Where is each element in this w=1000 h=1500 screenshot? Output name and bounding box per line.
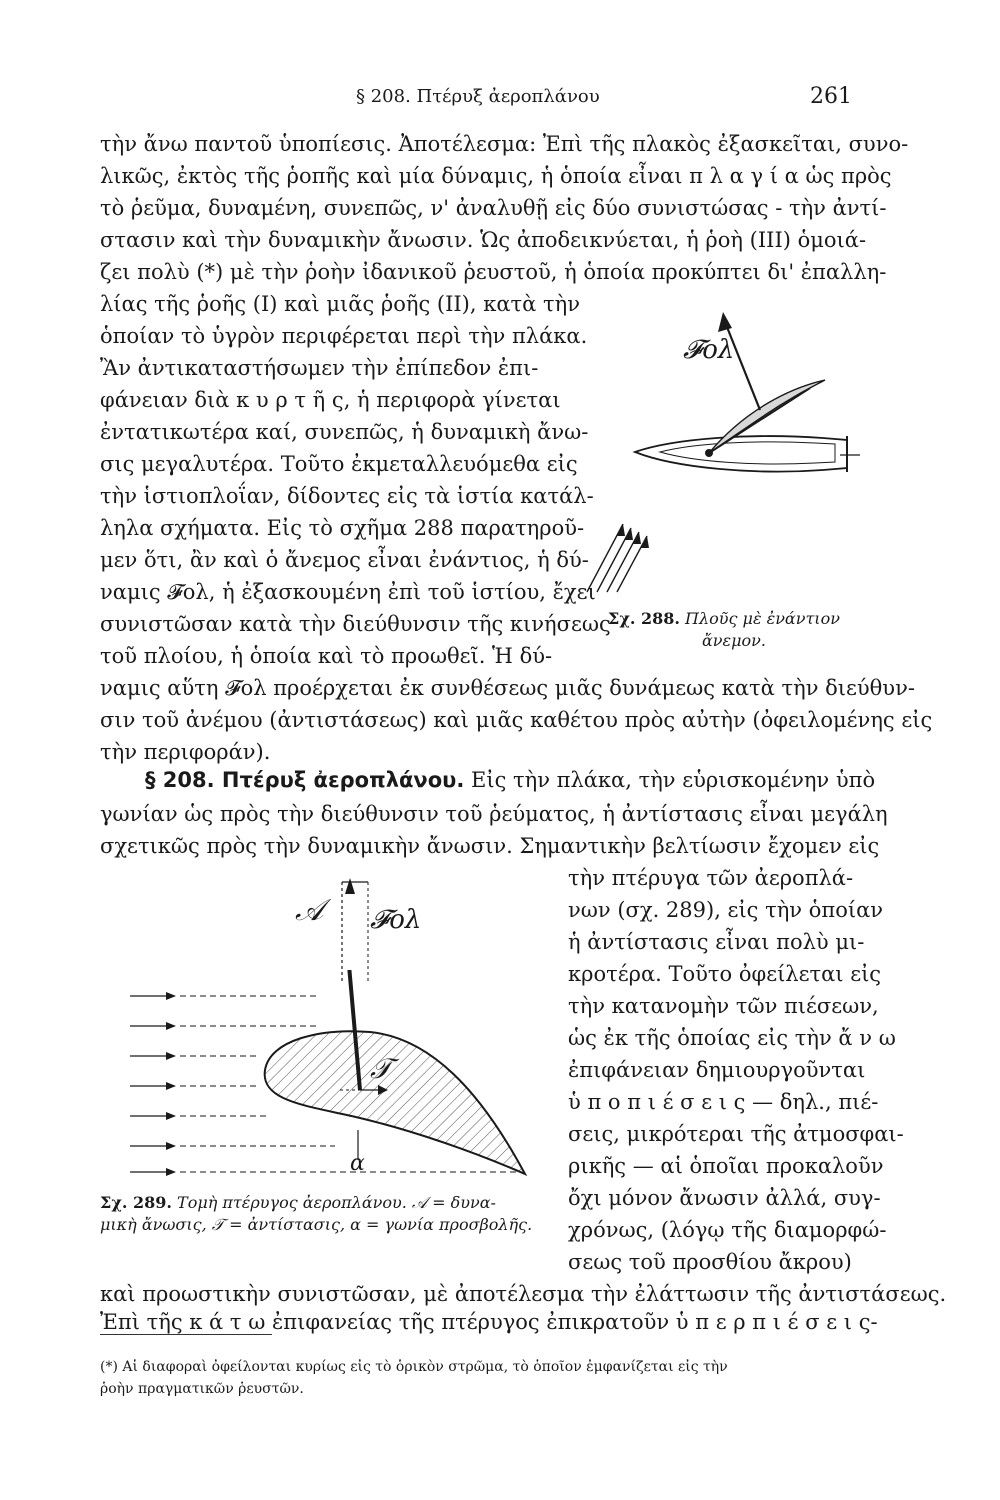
text-line: ναμις αὕτη 𝓕ολ προέρχεται ἐκ συνθέσεως μιᾶς δυνάμεως κατὰ τὴν διεύθυν- xyxy=(100,676,915,700)
text-line: ἐντατικωτέρα καί, συνεπῶς, ἡ δυναμικὴ ἄνω- xyxy=(100,420,589,444)
text-line: τὴν πτέρυγα τῶν ἀεροπλά- xyxy=(568,866,854,890)
force-label: 𝓕ολ xyxy=(683,335,735,365)
text-line: μεν ὅτι, ἂν καὶ ὁ ἄνεμος εἶναι ἐνάντιος, ἡ δύ- xyxy=(100,548,589,572)
text-line: σιν τοῦ ἀνέμου (ἀντιστάσεως) καὶ μιᾶς καθέτου πρὸς αὐτὴν (ὀφειλομένης εἰς xyxy=(100,708,933,732)
text-line: Ἐπὶ τῆς κ ά τ ω ἐπιφανείας τῆς πτέρυγος ἐπικρατοῦν ὑ π ε ρ π ι έ σ ε ι ς- xyxy=(100,1310,878,1334)
text-line: ζει πολὺ (*) μὲ τὴν ῥοὴν ἰδανικοῦ ῥευστοῦ, ἡ ὁποία προκύπτει δι' ἐπαλλη- xyxy=(100,260,887,284)
airflow-arrows xyxy=(130,996,170,1172)
figure-288-caption-line2: ἄνεμον. xyxy=(702,631,766,650)
text-line: χρόνως, (λόγῳ τῆς διαμορφώ- xyxy=(568,1218,887,1242)
text-line: ληλα σχήματα. Εἰς τὸ σχῆμα 288 παρατηροῦ- xyxy=(100,516,585,540)
footnote-line: (*) Αἱ διαφοραὶ ὀφείλονται κυρίως εἰς τὸ ὁρικὸν στρῶμα, τὸ ὁποῖον ἐμφανίζεται εἰς τὴν xyxy=(100,1359,728,1375)
text-line: κροτέρα. Τοῦτο ὀφείλεται εἰς xyxy=(568,962,882,986)
figure-288-sailboat xyxy=(585,300,885,615)
text-line: τὴν ἱστιοπλοΐαν, δίδοντες εἰς τὰ ἱστία κατάλ- xyxy=(100,484,594,508)
text-line: ναμις 𝓕ολ, ἡ ἐξασκουμένη ἐπὶ τοῦ ἱστίου, ἔχει xyxy=(100,580,596,604)
text-line: λικῶς, ἐκτὸς τῆς ῥοπῆς καὶ μία δύναμις, ἡ ὁποία εἶναι π λ α γ ί α ὡς πρὸς xyxy=(100,164,892,188)
running-header xyxy=(0,84,1000,114)
text-line: ἐπιφάνειαν δημιουργοῦνται xyxy=(568,1058,866,1082)
text-line: λίας τῆς ῥοῆς (I) καὶ μιᾶς ῥοῆς (II), κατὰ τὴν xyxy=(100,292,580,316)
drag-label: 𝒯 xyxy=(370,1052,392,1085)
lift-label: 𝒜 xyxy=(295,893,324,928)
footnote-line: ῥοὴν πραγματικῶν ῥευστῶν. xyxy=(100,1381,304,1397)
figure-289-caption-line2: μικὴ ἄνωσις, 𝒯 = ἀντίστασις, α = γωνία προσβολῆς. xyxy=(100,1215,533,1234)
text-line: ὄχι μόνον ἄνωσιν ἀλλά, συγ- xyxy=(568,1186,881,1210)
figure-289-airfoil xyxy=(120,970,560,1185)
section-heading: § 208. Πτέρυξ ἀεροπλάνου. xyxy=(145,768,465,792)
text-line: σεις, μικρότεραι τῆς ἀτμοσφαι- xyxy=(568,1122,904,1146)
footnote-rule xyxy=(100,1334,272,1335)
airfoil-section xyxy=(265,1031,525,1174)
page-number: 261 xyxy=(810,84,852,109)
text-line: νων (σχ. 289), εἰς τὴν ὁποίαν xyxy=(568,898,884,922)
text-line: τὸ ῥεῦμα, δυναμένη, συνεπῶς, ν' ἀναλυθῇ εἰς δύο συνιστώσας - τὴν ἀντί- xyxy=(100,196,887,220)
text-line: γωνίαν ὡς πρὸς τὴν διεύθυνσιν τοῦ ῥεύματος, ἡ ἀντίστασις εἶναι μεγάλη xyxy=(100,802,888,826)
text-line: τὴν ἄνω παντοῦ ὑποπίεσις. Ἀποτέλεσμα: Ἐπὶ τῆς πλακὸς ἐξασκεῖται, συνο- xyxy=(100,132,909,156)
section-heading-line: § 208. Πτέρυξ ἀεροπλάνου. Εἰς τὴν πλάκα, τὴν εὑρισκομένην ὑπὸ xyxy=(145,768,876,792)
text-line: ὁποίαν τὸ ὑγρὸν περιφέρεται περὶ τὴν πλάκα. xyxy=(100,324,588,348)
text-line: στασιν καὶ τὴν δυναμικὴν ἄνωσιν. Ὡς ἀποδεικνύεται, ἡ ῥοὴ (III) ὁμοιά- xyxy=(100,228,867,252)
angle-label: α xyxy=(350,1151,365,1176)
text-line: ρικῆς — αἱ ὁποῖαι προκαλοῦν xyxy=(568,1154,884,1178)
text-line: τὴν περιφοράν). xyxy=(100,740,271,764)
header-title: § 208. Πτέρυξ ἀεροπλάνου xyxy=(356,86,600,107)
text-line: ὑ π ο π ι έ σ ε ι ς — δηλ., πιέ- xyxy=(568,1090,879,1114)
text-line: τὴν κατανομὴν τῶν πιέσεων, xyxy=(568,994,879,1018)
text-line: συνιστῶσαν κατὰ τὴν διεύθυνσιν τῆς κινήσεως xyxy=(100,612,611,636)
text-line: σεως τοῦ προσθίου ἄκρου) xyxy=(568,1250,852,1274)
text-line: σις μεγαλυτέρα. Τοῦτο ἐκμεταλλευόμεθα εἰς xyxy=(100,452,578,476)
figure-289-caption: Σχ. 289. Τομὴ πτέρυγος ἀεροπλάνου. 𝒜 = δυνα- xyxy=(100,1193,496,1212)
text-line: καὶ προωστικὴν συνιστῶσαν, μὲ ἀποτέλεσμα τὴν ἐλάττωσιν τῆς ἀντιστάσεως. xyxy=(100,1282,947,1306)
text-line: φάνειαν διὰ κ υ ρ τ ῆ ς, ἡ περιφορὰ γίνεται xyxy=(100,388,561,412)
figure-288-caption: Σχ. 288. Πλοῦς μὲ ἐνάντιον xyxy=(608,609,840,628)
text-line: ἡ ἀντίστασις εἶναι πολὺ μι- xyxy=(568,930,865,954)
text-line: τοῦ πλοίου, ἡ ὁποία καὶ τὸ προωθεῖ. Ἡ δύ- xyxy=(100,644,553,668)
text-line: Ἂν ἀντικαταστήσωμεν τὴν ἐπίπεδον ἐπι- xyxy=(100,356,539,380)
text-line: ὡς ἐκ τῆς ὁποίας εἰς τὴν ἄ ν ω xyxy=(568,1026,896,1050)
force-label: 𝓕ολ xyxy=(370,905,422,935)
text-line: σχετικῶς πρὸς τὴν δυναμικὴν ἄνωσιν. Σημαντικὴν βελτίωσιν ἔχομεν εἰς xyxy=(100,834,880,858)
